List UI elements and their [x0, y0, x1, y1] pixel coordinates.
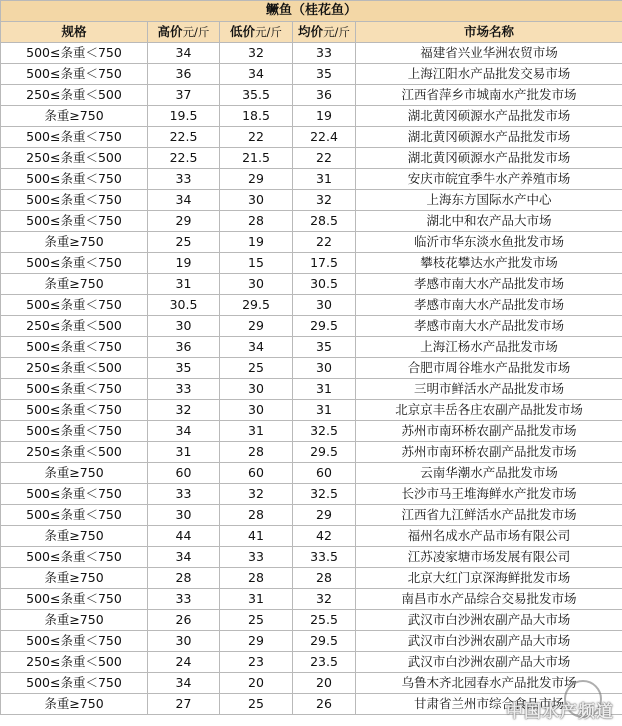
- cell-spec: 250≤条重＜500: [1, 85, 148, 106]
- cell-low: 23: [220, 652, 293, 673]
- cell-market: 武汉市白沙洲农副产品大市场: [356, 610, 622, 631]
- table-row: [1, 421, 622, 442]
- table-row: [1, 43, 622, 64]
- cell-market: 攀枝花攀达水产批发市场: [356, 253, 622, 274]
- cell-low: 30: [220, 274, 293, 295]
- cell-market: 湖北中和农产品大市场: [356, 211, 622, 232]
- cell-high: 30: [148, 505, 220, 526]
- cell-avg: 32: [293, 589, 356, 610]
- cell-avg: 20: [293, 673, 356, 694]
- cell-high: 36: [148, 64, 220, 85]
- table-row: [1, 316, 622, 337]
- cell-avg: 60: [293, 463, 356, 484]
- cell-high: 35: [148, 358, 220, 379]
- cell-high: 26: [148, 610, 220, 631]
- cell-high: 33: [148, 589, 220, 610]
- cell-avg: 17.5: [293, 253, 356, 274]
- cell-high: 32: [148, 400, 220, 421]
- table-row: [1, 358, 622, 379]
- cell-low: 34: [220, 337, 293, 358]
- cell-low: 28: [220, 505, 293, 526]
- cell-high: 34: [148, 673, 220, 694]
- table-row: [1, 253, 622, 274]
- table-row: [1, 505, 622, 526]
- cell-low: 29: [220, 169, 293, 190]
- cell-high: 28: [148, 568, 220, 589]
- cell-high: 30: [148, 631, 220, 652]
- cell-low: 60: [220, 463, 293, 484]
- cell-spec: 500≤条重＜750: [1, 64, 148, 85]
- cell-spec: 条重≥750: [1, 106, 148, 127]
- cell-spec: 250≤条重＜500: [1, 442, 148, 463]
- cell-avg: 30.5: [293, 274, 356, 295]
- cell-spec: 500≤条重＜750: [1, 295, 148, 316]
- cell-spec: 250≤条重＜500: [1, 358, 148, 379]
- cell-spec: 500≤条重＜750: [1, 505, 148, 526]
- cell-low: 28: [220, 568, 293, 589]
- cell-spec: 500≤条重＜750: [1, 547, 148, 568]
- cell-market: 云南华潮水产品批发市场: [356, 463, 622, 484]
- cell-avg: 25.5: [293, 610, 356, 631]
- table-row: [1, 127, 622, 148]
- table-row: [1, 484, 622, 505]
- table-title-row: [1, 1, 622, 22]
- cell-avg: 30: [293, 295, 356, 316]
- cell-market: 武汉市白沙洲农副产品大市场: [356, 631, 622, 652]
- cell-low: 28: [220, 442, 293, 463]
- cell-low: 33: [220, 547, 293, 568]
- header-low: [220, 22, 293, 43]
- cell-market: 上海东方国际水产中心: [356, 190, 622, 211]
- cell-spec: 条重≥750: [1, 568, 148, 589]
- table-row: [1, 148, 622, 169]
- cell-spec: 500≤条重＜750: [1, 400, 148, 421]
- table-row: [1, 673, 622, 694]
- cell-market: 江苏凌家塘市场发展有限公司: [356, 547, 622, 568]
- cell-market: 孝感市南大水产品批发市场: [356, 316, 622, 337]
- cell-spec: 500≤条重＜750: [1, 589, 148, 610]
- cell-spec: 500≤条重＜750: [1, 673, 148, 694]
- header-high-unit: 元/斤: [182, 25, 210, 39]
- header-avg: [293, 22, 356, 43]
- cell-low: 30: [220, 400, 293, 421]
- cell-spec: 500≤条重＜750: [1, 484, 148, 505]
- cell-avg: 29.5: [293, 631, 356, 652]
- cell-high: 33: [148, 379, 220, 400]
- table-row: [1, 610, 622, 631]
- cell-market: 南昌市水产品综合交易批发市场: [356, 589, 622, 610]
- cell-spec: 500≤条重＜750: [1, 253, 148, 274]
- cell-high: 29: [148, 211, 220, 232]
- table-row: [1, 337, 622, 358]
- cell-low: 29: [220, 631, 293, 652]
- cell-avg: 26: [293, 694, 356, 715]
- cell-avg: 29: [293, 505, 356, 526]
- cell-spec: 条重≥750: [1, 526, 148, 547]
- table-row: [1, 64, 622, 85]
- cell-market: 乌鲁木齐北园春水产品批发市场: [356, 673, 622, 694]
- table-row: [1, 379, 622, 400]
- cell-avg: 32: [293, 190, 356, 211]
- cell-market: 湖北黄冈硕源水产品批发市场: [356, 106, 622, 127]
- cell-low: 25: [220, 358, 293, 379]
- header-avg-unit: 元/斤: [323, 25, 350, 39]
- cell-market: 武汉市白沙洲农副产品大市场: [356, 652, 622, 673]
- cell-low: 31: [220, 589, 293, 610]
- cell-market: 上海江杨水产品批发市场: [356, 337, 622, 358]
- cell-avg: 19: [293, 106, 356, 127]
- cell-market: 江西省萍乡市城南水产批发市场: [356, 85, 622, 106]
- cell-low: 28: [220, 211, 293, 232]
- cell-spec: 500≤条重＜750: [1, 127, 148, 148]
- cell-spec: 条重≥750: [1, 463, 148, 484]
- cell-avg: 33.5: [293, 547, 356, 568]
- cell-high: 34: [148, 190, 220, 211]
- cell-avg: 32.5: [293, 484, 356, 505]
- cell-high: 37: [148, 85, 220, 106]
- cell-spec: 250≤条重＜500: [1, 652, 148, 673]
- cell-spec: 250≤条重＜500: [1, 148, 148, 169]
- cell-high: 31: [148, 442, 220, 463]
- cell-avg: 22: [293, 232, 356, 253]
- table-row: [1, 442, 622, 463]
- cell-spec: 条重≥750: [1, 694, 148, 715]
- cell-low: 18.5: [220, 106, 293, 127]
- cell-spec: 500≤条重＜750: [1, 421, 148, 442]
- table-row: [1, 106, 622, 127]
- cell-market: 孝感市南大水产品批发市场: [356, 295, 622, 316]
- cell-low: 19: [220, 232, 293, 253]
- table-row: [1, 526, 622, 547]
- cell-high: 34: [148, 421, 220, 442]
- header-avg-label: 均价: [298, 24, 324, 39]
- table-row: [1, 589, 622, 610]
- cell-market: 临沂市华东淡水鱼批发市场: [356, 232, 622, 253]
- header-high-label: 高价: [157, 24, 183, 39]
- cell-market: 三明市鲜活水产品批发市场: [356, 379, 622, 400]
- cell-market: 湖北黄冈硕源水产品批发市场: [356, 148, 622, 169]
- table-row: [1, 400, 622, 421]
- cell-spec: 条重≥750: [1, 610, 148, 631]
- cell-market: 福州名成水产品市场有限公司: [356, 526, 622, 547]
- table-row: [1, 631, 622, 652]
- cell-avg: 42: [293, 526, 356, 547]
- cell-market: 苏州市南环桥农副产品批发市场: [356, 442, 622, 463]
- cell-high: 19: [148, 253, 220, 274]
- cell-low: 30: [220, 379, 293, 400]
- table-row: [1, 211, 622, 232]
- cell-spec: 500≤条重＜750: [1, 631, 148, 652]
- cell-spec: 500≤条重＜750: [1, 190, 148, 211]
- cell-avg: 32.5: [293, 421, 356, 442]
- cell-spec: 500≤条重＜750: [1, 379, 148, 400]
- cell-high: 33: [148, 484, 220, 505]
- cell-avg: 23.5: [293, 652, 356, 673]
- cell-low: 22: [220, 127, 293, 148]
- table-header-row: [1, 22, 622, 43]
- cell-market: 合肥市周谷堆水产品批发市场: [356, 358, 622, 379]
- cell-high: 30.5: [148, 295, 220, 316]
- cell-avg: 29.5: [293, 316, 356, 337]
- cell-high: 33: [148, 169, 220, 190]
- cell-spec: 250≤条重＜500: [1, 316, 148, 337]
- cell-market: 上海江阳水产品批发交易市场: [356, 64, 622, 85]
- header-spec: 规格: [1, 22, 148, 43]
- cell-high: 22.5: [148, 148, 220, 169]
- cell-avg: 22: [293, 148, 356, 169]
- cell-avg: 36: [293, 85, 356, 106]
- header-low-label: 低价: [230, 24, 256, 39]
- header-low-unit: 元/斤: [255, 25, 282, 39]
- cell-market: 北京大红门京深海鲜批发市场: [356, 568, 622, 589]
- cell-high: 30: [148, 316, 220, 337]
- cell-avg: 35: [293, 64, 356, 85]
- cell-high: 19.5: [148, 106, 220, 127]
- table-title: 鳜鱼（桂花鱼）: [1, 1, 622, 22]
- cell-avg: 29.5: [293, 442, 356, 463]
- cell-market: 苏州市南环桥农副产品批发市场: [356, 421, 622, 442]
- cell-high: 27: [148, 694, 220, 715]
- table-row: [1, 169, 622, 190]
- watermark: 中国水产频道: [506, 702, 614, 722]
- table-row: [1, 274, 622, 295]
- cell-avg: 35: [293, 337, 356, 358]
- cell-low: 29: [220, 316, 293, 337]
- table-row: [1, 568, 622, 589]
- cell-high: 36: [148, 337, 220, 358]
- cell-high: 44: [148, 526, 220, 547]
- cell-low: 31: [220, 421, 293, 442]
- cell-avg: 31: [293, 379, 356, 400]
- cell-market: 甘肃省兰州市综合食品市场: [356, 694, 622, 715]
- cell-spec: 500≤条重＜750: [1, 43, 148, 64]
- cell-low: 15: [220, 253, 293, 274]
- header-market: 市场名称: [356, 22, 622, 43]
- cell-high: 24: [148, 652, 220, 673]
- table-row: [1, 547, 622, 568]
- cell-low: 32: [220, 43, 293, 64]
- table-body: [1, 43, 622, 715]
- cell-avg: 33: [293, 43, 356, 64]
- cell-high: 34: [148, 43, 220, 64]
- cell-avg: 22.4: [293, 127, 356, 148]
- cell-high: 25: [148, 232, 220, 253]
- cell-high: 60: [148, 463, 220, 484]
- cell-low: 41: [220, 526, 293, 547]
- cell-low: 32: [220, 484, 293, 505]
- cell-market: 江西省九江鲜活水产品批发市场: [356, 505, 622, 526]
- cell-market: 湖北黄冈硕源水产品批发市场: [356, 127, 622, 148]
- cell-market: 长沙市马王堆海鲜水产批发市场: [356, 484, 622, 505]
- cell-market: 孝感市南大水产品批发市场: [356, 274, 622, 295]
- cell-market: 安庆市皖宜季牛水产养殖市场: [356, 169, 622, 190]
- cell-high: 22.5: [148, 127, 220, 148]
- cell-avg: 30: [293, 358, 356, 379]
- cell-market: 北京京丰岳各庄农副产品批发市场: [356, 400, 622, 421]
- cell-low: 25: [220, 610, 293, 631]
- cell-avg: 28: [293, 568, 356, 589]
- header-high: [148, 22, 220, 43]
- cell-spec: 条重≥750: [1, 274, 148, 295]
- cell-spec: 条重≥750: [1, 232, 148, 253]
- cell-low: 30: [220, 190, 293, 211]
- cell-low: 29.5: [220, 295, 293, 316]
- cell-spec: 500≤条重＜750: [1, 211, 148, 232]
- cell-low: 25: [220, 694, 293, 715]
- table-row: [1, 652, 622, 673]
- cell-high: 31: [148, 274, 220, 295]
- cell-low: 21.5: [220, 148, 293, 169]
- table-row: [1, 295, 622, 316]
- cell-low: 34: [220, 64, 293, 85]
- cell-low: 35.5: [220, 85, 293, 106]
- cell-spec: 500≤条重＜750: [1, 337, 148, 358]
- cell-avg: 28.5: [293, 211, 356, 232]
- table-row: [1, 463, 622, 484]
- table-row: [1, 85, 622, 106]
- cell-market: 福建省兴业华洲农贸市场: [356, 43, 622, 64]
- cell-spec: 500≤条重＜750: [1, 169, 148, 190]
- cell-high: 34: [148, 547, 220, 568]
- table-row: [1, 232, 622, 253]
- table-row: [1, 190, 622, 211]
- cell-low: 20: [220, 673, 293, 694]
- cell-avg: 31: [293, 400, 356, 421]
- cell-avg: 31: [293, 169, 356, 190]
